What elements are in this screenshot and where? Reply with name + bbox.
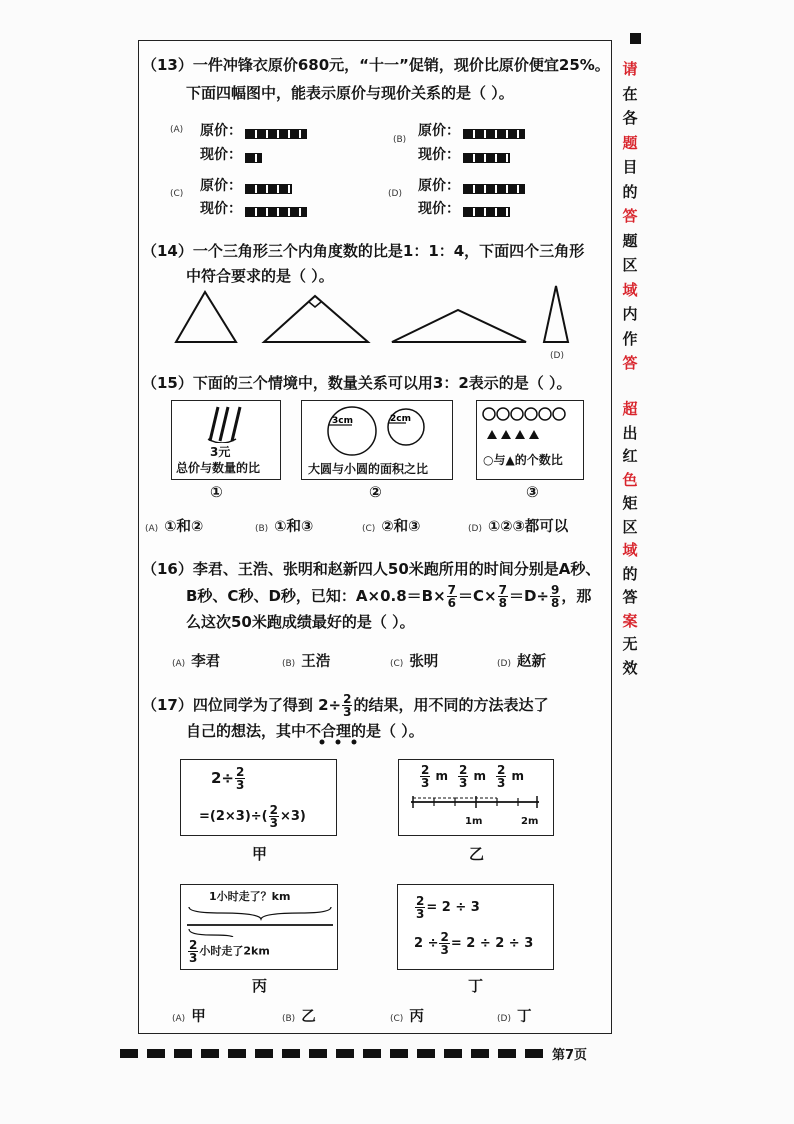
q17-option-b[interactable]: (B) 乙 bbox=[282, 1009, 316, 1025]
q16-line3: 么这次50米跑成绩最好的是（ ）。 bbox=[186, 613, 415, 631]
ding-name: 丁 bbox=[468, 977, 484, 995]
side-note-char: 答 bbox=[622, 207, 638, 225]
side-note-char: 请 bbox=[622, 60, 638, 78]
q13-bar bbox=[245, 184, 292, 194]
q13-d-current-label: 现价： bbox=[418, 201, 460, 217]
side-note-char: 无 bbox=[622, 635, 638, 653]
q13-bar bbox=[463, 129, 525, 139]
panel1-price: 3元 bbox=[210, 445, 231, 459]
side-note-char: 超 bbox=[622, 400, 638, 418]
yi-name: 乙 bbox=[469, 845, 485, 863]
q13-bar bbox=[245, 129, 307, 139]
q17-option-a[interactable]: (A) 甲 bbox=[172, 1009, 206, 1025]
side-note-char: 效 bbox=[622, 658, 638, 677]
side-note-char: 出 bbox=[622, 423, 638, 442]
page-number: 第7页 bbox=[552, 1048, 588, 1063]
q16-option-a[interactable]: (A) 李君 bbox=[172, 654, 221, 670]
q13-a-original-label: 原价： bbox=[200, 123, 242, 139]
side-note-char: 题 bbox=[622, 231, 638, 250]
q13-bar bbox=[245, 153, 262, 163]
panel1-caption: 总价与数量的比 bbox=[176, 461, 261, 475]
q13-a-current-bar bbox=[245, 147, 262, 166]
q16-option-b[interactable]: (B) 王浩 bbox=[282, 654, 331, 670]
q13-b-original-bar bbox=[463, 123, 525, 142]
corner-marker bbox=[630, 33, 641, 44]
bing-top: 1小时走了？km bbox=[209, 890, 291, 903]
q17-box-bing bbox=[180, 884, 338, 970]
side-note-char: 色 bbox=[622, 470, 638, 489]
q16-frac-2: $\frac{7}{8}$ bbox=[498, 583, 507, 610]
q14-option-d-tag: (D) bbox=[550, 351, 564, 361]
q15-option-b[interactable]: (B) ①和③ bbox=[255, 519, 314, 535]
triangle-option-c[interactable] bbox=[392, 310, 526, 342]
footer-dash bbox=[255, 1049, 273, 1058]
q16-option-d[interactable]: (D) 赵新 bbox=[497, 654, 546, 670]
q17-line1: （17）四位同学为了得到 2÷ $\frac{2}{3}$ 的结果，用不同的方法表达了 bbox=[142, 692, 549, 719]
q13-a-original-bar bbox=[245, 123, 307, 142]
side-note-char: 的 bbox=[622, 182, 638, 201]
footer-dash bbox=[525, 1049, 543, 1058]
panel3-caption: ○与▲的个数比 bbox=[483, 453, 563, 467]
q16-line1: （16）李君、王浩、张明和赵新四人50米跑所用的时间分别是A秒、 bbox=[142, 560, 601, 578]
q16-option-c[interactable]: (C) 张明 bbox=[390, 654, 439, 670]
q13-bar bbox=[245, 207, 307, 217]
circles-triangles-icon bbox=[477, 401, 583, 445]
q15-panel-1 bbox=[171, 400, 281, 480]
q14-line2: 中符合要求的是（ ）。 bbox=[186, 267, 334, 285]
side-note-char: 红 bbox=[622, 447, 638, 465]
q14-line1: （14）一个三角形三个内角度数的比是1：1：4，下面四个三角形 bbox=[142, 242, 585, 260]
footer-dash bbox=[498, 1049, 516, 1058]
footer-dash bbox=[309, 1049, 327, 1058]
q13-d-current-bar bbox=[463, 201, 510, 220]
q15-panel-2 bbox=[301, 400, 453, 480]
panel2-big-radius: 3cm bbox=[332, 416, 353, 426]
q13-b-original-label: 原价： bbox=[418, 123, 460, 139]
q15-option-a[interactable]: (A) ①和② bbox=[145, 519, 204, 535]
footer-dash bbox=[471, 1049, 489, 1058]
ding-line2: 2 ÷ $\frac{2}{3}$ = 2 ÷ 2 ÷ 3 bbox=[414, 930, 534, 957]
side-note-char: 域 bbox=[622, 541, 638, 559]
panel2-caption: 大圆与小圆的面积之比 bbox=[308, 462, 429, 476]
chopsticks-icon bbox=[202, 403, 252, 443]
q15-option-c[interactable]: (C) ②和③ bbox=[362, 519, 421, 535]
side-note-char: 在 bbox=[622, 84, 638, 103]
footer-dash bbox=[417, 1049, 435, 1058]
side-note-char: 答 bbox=[622, 354, 638, 372]
panel2-small-radius: 2cm bbox=[390, 414, 411, 424]
footer-dash bbox=[390, 1049, 408, 1058]
bing-brace-diagram bbox=[181, 901, 337, 937]
q17-option-d[interactable]: (D) 丁 bbox=[497, 1009, 532, 1025]
q13-b-current-bar bbox=[463, 147, 510, 166]
yi-one: 1m bbox=[465, 816, 483, 827]
q17-option-c[interactable]: (C) 丙 bbox=[390, 1009, 424, 1025]
q13-bar bbox=[463, 184, 525, 194]
q13-a-current-label: 现价： bbox=[200, 147, 242, 163]
yi-label-3: $\frac{2}{3}$ m bbox=[497, 763, 525, 790]
triangle-option-b[interactable] bbox=[264, 296, 368, 342]
side-note-char: 题 bbox=[622, 133, 638, 152]
q13-c-original-bar bbox=[245, 178, 292, 197]
emphasis-dots bbox=[316, 738, 366, 746]
side-note-char: 作 bbox=[622, 329, 638, 348]
side-note-char: 内 bbox=[622, 305, 638, 323]
q13-option-d[interactable]: (D) bbox=[388, 189, 402, 199]
q15-panel-3 bbox=[476, 400, 584, 480]
two-circles-icon bbox=[302, 401, 452, 461]
side-note-char: 答 bbox=[622, 588, 638, 606]
q13-option-a[interactable]: (A) bbox=[170, 125, 184, 135]
q17-frac: $\frac{2}{3}$ bbox=[343, 692, 352, 719]
jia-name: 甲 bbox=[252, 845, 268, 863]
side-note-char: 矩 bbox=[622, 494, 638, 512]
jia-line1: 2÷ $\frac{2}{3}$ bbox=[211, 765, 245, 792]
q17-line2: 自己的想法，其中不合理的是（ ）。 bbox=[186, 722, 424, 740]
q15-option-d[interactable]: (D) ①②③都可以 bbox=[468, 519, 569, 535]
side-note-char: 区 bbox=[622, 256, 638, 274]
q13-b-current-label: 现价： bbox=[418, 147, 460, 163]
side-note-char: 案 bbox=[622, 611, 638, 630]
yi-two: 2m bbox=[521, 816, 539, 827]
panel1-number: ① bbox=[210, 483, 223, 501]
q17-box-ding bbox=[397, 884, 554, 970]
q17-box-yi bbox=[398, 759, 554, 836]
q13-d-original-bar bbox=[463, 178, 525, 197]
q16-frac-1: $\frac{7}{6}$ bbox=[447, 583, 457, 610]
q13-bar bbox=[463, 207, 510, 217]
number-line bbox=[399, 790, 553, 816]
q13-option-c[interactable]: (C) bbox=[170, 189, 184, 199]
q13-c-original-label: 原价： bbox=[200, 178, 242, 194]
side-note-char: 的 bbox=[622, 564, 638, 583]
side-note-char: 各 bbox=[622, 109, 638, 127]
triangle-option-d[interactable] bbox=[544, 286, 568, 342]
q13-c-current-bar bbox=[245, 201, 307, 220]
footer-dash bbox=[201, 1049, 219, 1058]
side-note-char: 目 bbox=[622, 158, 638, 176]
q13-option-b[interactable]: (B) bbox=[393, 135, 407, 145]
q16-line2: B秒、C秒、D秒，已知：A×0.8＝B× $\frac{7}{6}$ ＝C× $\frac{7}{8}$ ＝D÷ $\frac{9}{8}$ ，那 bbox=[186, 583, 592, 610]
bing-bottom: $\frac{2}{3}$ 小时走了2km bbox=[189, 938, 270, 965]
side-note-char: 域 bbox=[622, 280, 638, 299]
ding-line1: $\frac{2}{3}$ = 2 ÷ 3 bbox=[416, 894, 480, 921]
footer-dash bbox=[282, 1049, 300, 1058]
q13-d-original-label: 原价： bbox=[418, 178, 460, 194]
footer-dash bbox=[147, 1049, 165, 1058]
q16-frac-3: $\frac{9}{8}$ bbox=[550, 583, 560, 610]
triangle-option-a[interactable] bbox=[176, 292, 236, 342]
q13-bar bbox=[463, 153, 510, 163]
footer-dash bbox=[444, 1049, 462, 1058]
jia-line2: =(2×3)÷( $\frac{2}{3}$ ×3) bbox=[199, 803, 306, 830]
q15-line1: （15）下面的三个情境中，数量关系可以用3：2表示的是（ ）。 bbox=[142, 374, 572, 392]
footer-dash bbox=[228, 1049, 246, 1058]
side-note-char: 区 bbox=[622, 517, 638, 536]
footer-dash bbox=[174, 1049, 192, 1058]
panel2-number: ② bbox=[369, 483, 382, 501]
q14-triangles bbox=[150, 280, 600, 360]
footer-dash bbox=[120, 1049, 138, 1058]
q13-line1: （13）一件冲锋衣原价680元，“十一”促销，现价比原价便宜25%。 bbox=[142, 56, 610, 74]
footer-dash bbox=[363, 1049, 381, 1058]
bing-name: 丙 bbox=[252, 977, 268, 995]
right-angle-mark bbox=[309, 302, 321, 307]
q17-box-jia bbox=[180, 759, 337, 836]
panel3-number: ③ bbox=[526, 483, 539, 501]
q13-c-current-label: 现价： bbox=[200, 201, 242, 217]
yi-label-1: $\frac{2}{3}$ m bbox=[421, 763, 449, 790]
q13-line2: 下面四幅图中，能表示原价与现价关系的是（ ）。 bbox=[186, 84, 514, 102]
footer-dash bbox=[336, 1049, 354, 1058]
yi-label-2: $\frac{2}{3}$ m bbox=[459, 763, 487, 790]
